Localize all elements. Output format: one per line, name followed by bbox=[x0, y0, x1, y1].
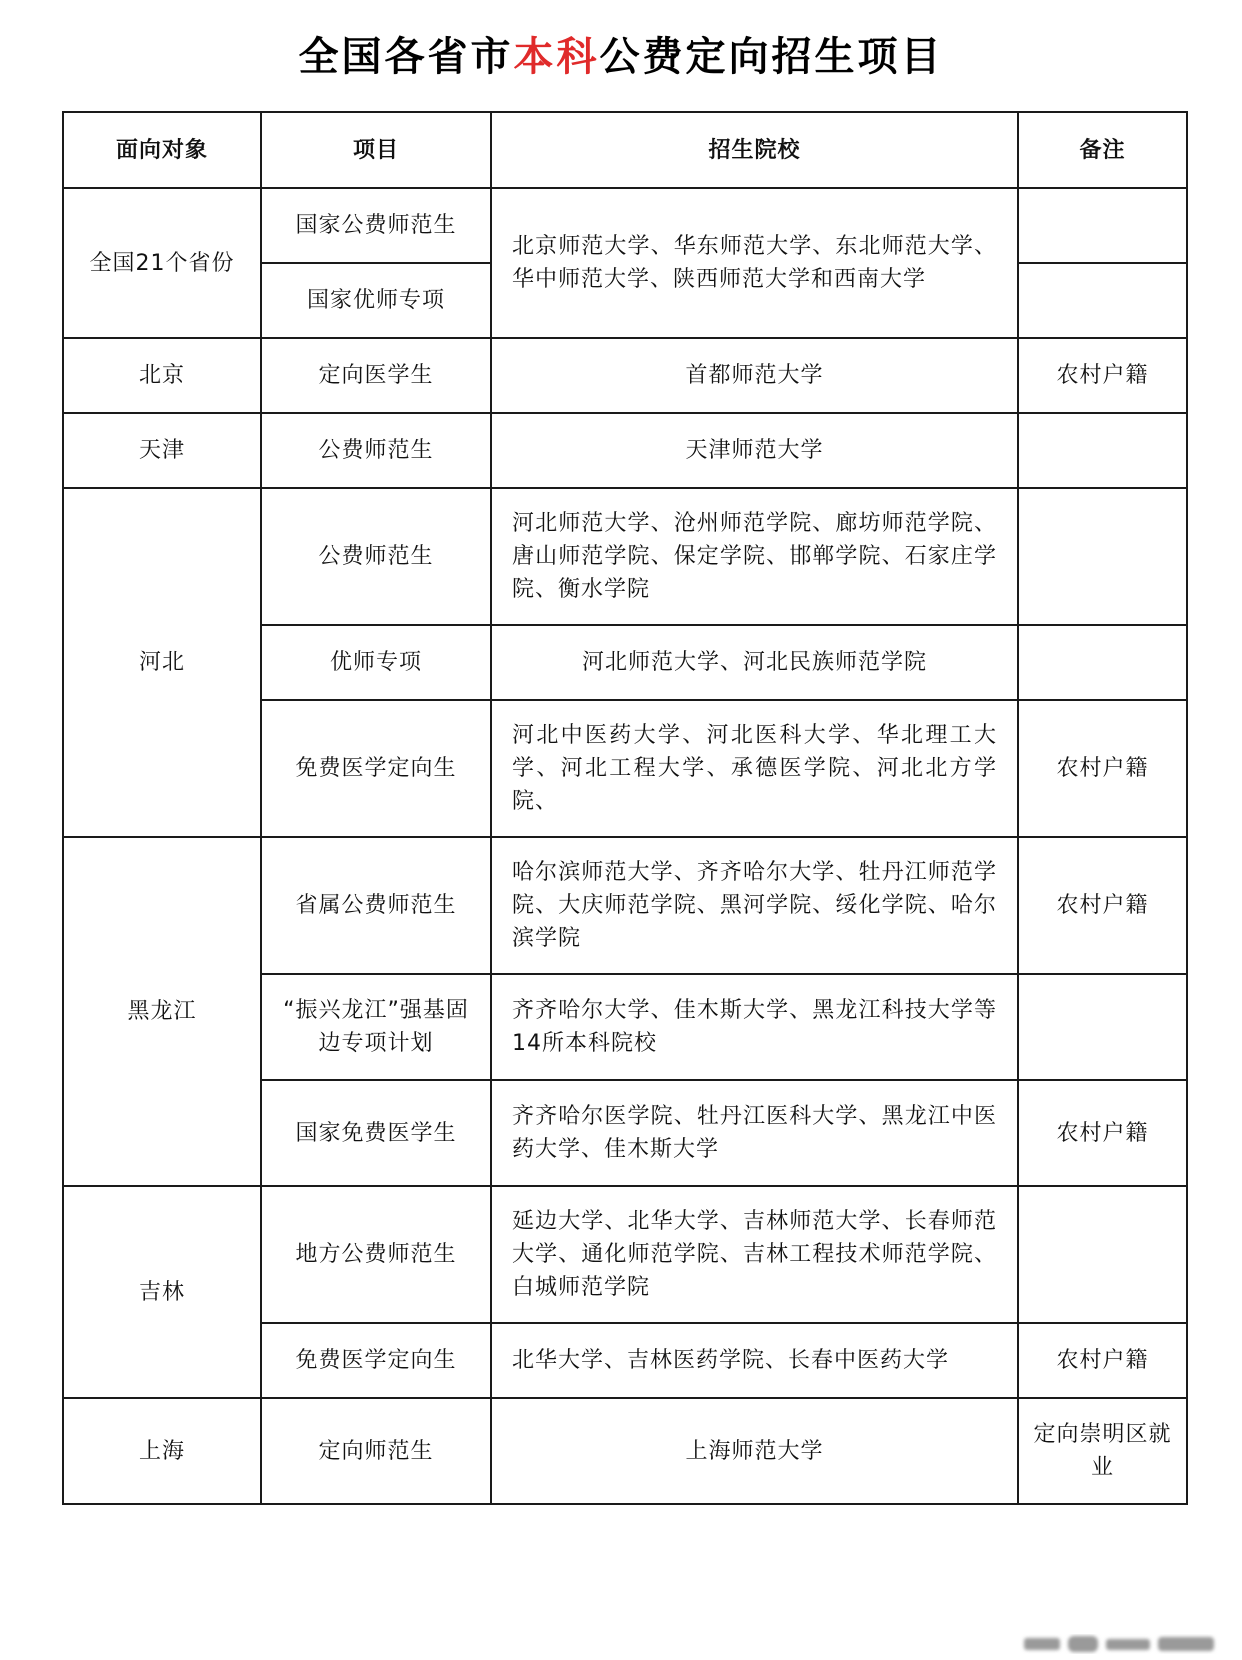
admission-table bbox=[62, 111, 1188, 1505]
project-cell: 定向师范生 bbox=[261, 1398, 491, 1504]
note-cell bbox=[1018, 413, 1187, 488]
schools-cell: 北京师范大学、华东师范大学、东北师范大学、华中师范大学、陕西师范大学和西南大学 bbox=[491, 188, 1018, 338]
schools-cell: 天津师范大学 bbox=[491, 413, 1018, 488]
region-cell: 河北 bbox=[63, 488, 261, 837]
region-cell: 北京 bbox=[63, 338, 261, 413]
project-cell: 优师专项 bbox=[261, 625, 491, 700]
note-cell: 农村户籍 bbox=[1018, 837, 1187, 974]
header-project: 项目 bbox=[261, 112, 491, 188]
schools-cell: 河北师范大学、沧州师范学院、廊坊师范学院、唐山师范学院、保定学院、邯郸学院、石家庄学院、衡水学院 bbox=[491, 488, 1018, 625]
watermark-blur bbox=[1020, 1632, 1220, 1656]
project-cell: 免费医学定向生 bbox=[261, 700, 491, 837]
note-cell: 农村户籍 bbox=[1018, 1323, 1187, 1398]
table-row bbox=[63, 188, 1187, 263]
header-note: 备注 bbox=[1018, 112, 1187, 188]
schools-cell: 河北中医药大学、河北医科大学、华北理工大学、河北工程大学、承德医学院、河北北方学院、 bbox=[491, 700, 1018, 837]
project-cell: 公费师范生 bbox=[261, 413, 491, 488]
table-row bbox=[63, 1398, 1187, 1504]
note-cell bbox=[1018, 974, 1187, 1080]
region-cell: 上海 bbox=[63, 1398, 261, 1504]
table-row bbox=[63, 837, 1187, 974]
schools-cell: 齐齐哈尔大学、佳木斯大学、黑龙江科技大学等14所本科院校 bbox=[491, 974, 1018, 1080]
schools-cell: 河北师范大学、河北民族师范学院 bbox=[491, 625, 1018, 700]
project-cell: 免费医学定向生 bbox=[261, 1323, 491, 1398]
header-schools: 招生院校 bbox=[491, 112, 1018, 188]
table-row bbox=[63, 413, 1187, 488]
schools-cell: 首都师范大学 bbox=[491, 338, 1018, 413]
project-cell: 定向医学生 bbox=[261, 338, 491, 413]
note-cell: 定向崇明区就业 bbox=[1018, 1398, 1187, 1504]
note-cell bbox=[1018, 488, 1187, 625]
page-title bbox=[0, 22, 1242, 92]
title-highlight: 本科 bbox=[513, 34, 600, 80]
schools-cell: 延边大学、北华大学、吉林师范大学、长春师范大学、通化师范学院、吉林工程技术师范学院、白城师范学院 bbox=[491, 1186, 1018, 1323]
schools-cell: 齐齐哈尔医学院、牡丹江医科大学、黑龙江中医药大学、佳木斯大学 bbox=[491, 1080, 1018, 1186]
project-cell: 国家免费医学生 bbox=[261, 1080, 491, 1186]
note-cell bbox=[1018, 625, 1187, 700]
region-cell: 全国21个省份 bbox=[63, 188, 261, 338]
region-cell: 吉林 bbox=[63, 1186, 261, 1398]
header-target: 面向对象 bbox=[63, 112, 261, 188]
schools-cell: 北华大学、吉林医药学院、长春中医药大学 bbox=[491, 1323, 1018, 1398]
note-cell bbox=[1018, 188, 1187, 263]
note-cell: 农村户籍 bbox=[1018, 1080, 1187, 1186]
project-cell: “振兴龙江”强基固边专项计划 bbox=[261, 974, 491, 1080]
region-cell: 天津 bbox=[63, 413, 261, 488]
project-cell: 国家优师专项 bbox=[261, 263, 491, 338]
project-cell: 国家公费师范生 bbox=[261, 188, 491, 263]
note-cell bbox=[1018, 1186, 1187, 1323]
table-row bbox=[63, 1186, 1187, 1323]
header-row bbox=[63, 112, 1187, 188]
table-row bbox=[63, 488, 1187, 625]
project-cell: 省属公费师范生 bbox=[261, 837, 491, 974]
title-suffix: 公费定向招生项目 bbox=[599, 34, 944, 80]
project-cell: 地方公费师范生 bbox=[261, 1186, 491, 1323]
note-cell: 农村户籍 bbox=[1018, 700, 1187, 837]
table-row bbox=[63, 338, 1187, 413]
project-cell: 公费师范生 bbox=[261, 488, 491, 625]
schools-cell: 哈尔滨师范大学、齐齐哈尔大学、牡丹江师范学院、大庆师范学院、黑河学院、绥化学院、哈尔滨学院 bbox=[491, 837, 1018, 974]
region-cell: 黑龙江 bbox=[63, 837, 261, 1186]
note-cell bbox=[1018, 263, 1187, 338]
note-cell: 农村户籍 bbox=[1018, 338, 1187, 413]
title-prefix: 全国各省市 bbox=[298, 34, 514, 80]
schools-cell: 上海师范大学 bbox=[491, 1398, 1018, 1504]
